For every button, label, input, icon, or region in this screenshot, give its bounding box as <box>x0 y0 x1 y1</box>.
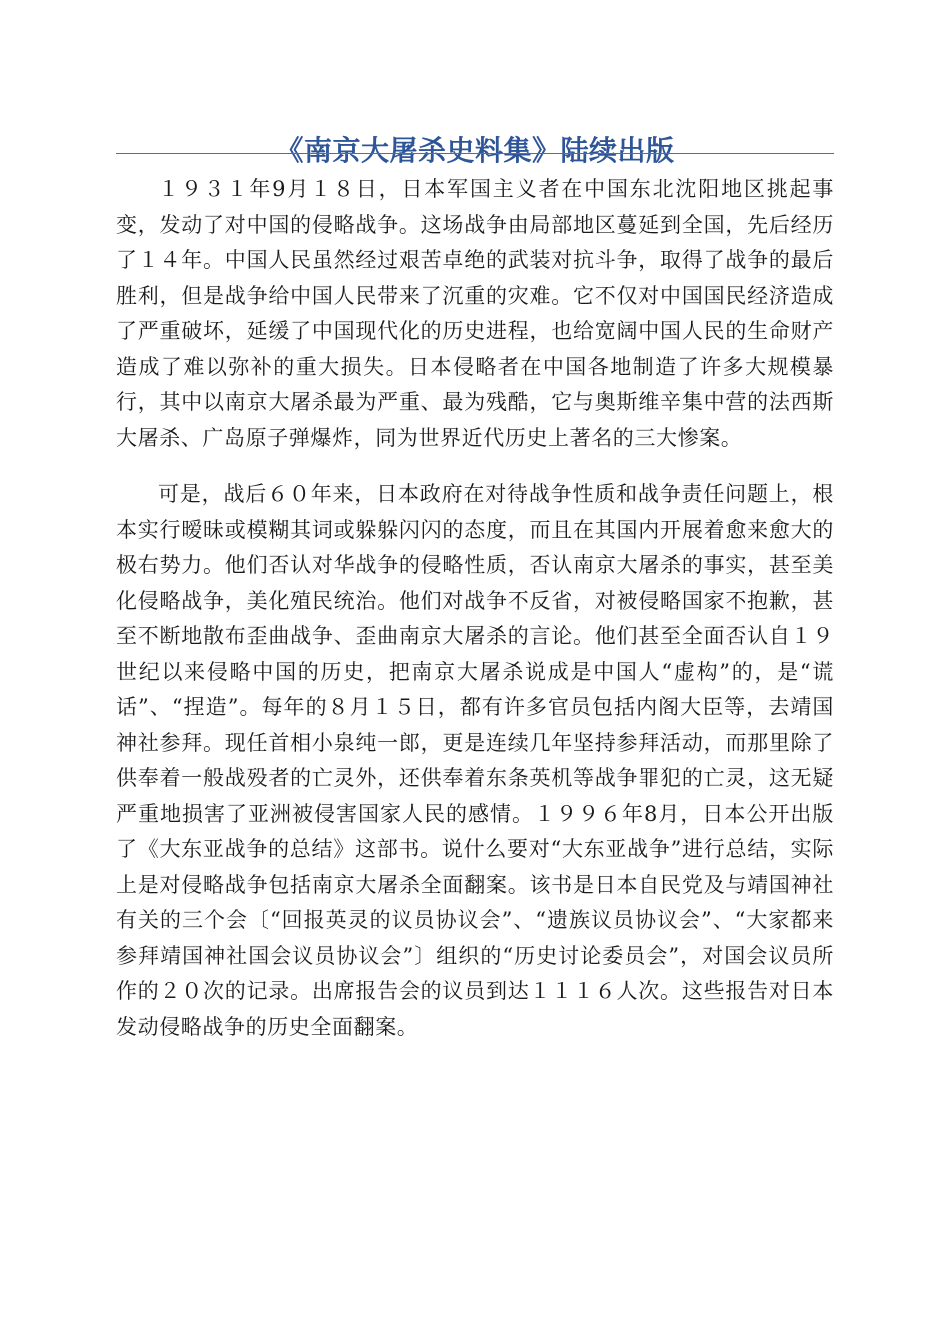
paragraph-2: 可是，战后６０年来，日本政府在对待战争性质和战争责任问题上，根本实行暧昧或模糊其词或躲躲闪闪的态度，而且在其国内开展着愈来愈大的极右势力。他们否认对华战争的侵略性质，否认南京大屠杀的事实，甚至美化侵略战争，美化殖民统治。他们对战争不反省，对被侵略国家不抱歉，甚至不断地散布歪曲战争、歪曲南京大屠杀的言论。他们甚至全面否认自１９世纪以来侵略中国的历史，把南京大屠杀说成是中国人“虚构”的，是“谎话”、“捏造”。每年的８月１５日，都有许多官员包括内阁大臣等，去靖国神社参拜。现任首相小泉纯一郎，更是连续几年坚持参拜活动，而那里除了供奉着一般战殁者的亡灵外，还供奉着东条英机等战争罪犯的亡灵，这无疑严重地损害了亚洲被侵害国家人民的感情。１９９６年8月，日本公开出版了《大东亚战争的总结》这部书。说什么要对“大东亚战争”进行总结，实际上是对侵略战争包括南京大屠杀全面翻案。该书是日本自民党及与靖国神社有关的三个会〔“回报英灵的议员协议会”、“遗族议员协议会”、“大家都来参拜靖国神社国会议员协议会”〕组织的“历史讨论委员会”，对国会议员所作的２０次的记录。出席报告会的议员到达１１１６人次。这些报告对日本发动侵略战争的历史全面翻案。 <box>116 482 834 1039</box>
paragraph-1: １９３１年9月１８日，日本军国主义者在中国东北沈阳地区挑起事变，发动了对中国的侵略战争。这场战争由局部地区蔓延到全国，先后经历了１４年。中国人民虽然经过艰苦卓绝的武装对抗斗争，取得了战争的最后胜利，但是战争给中国人民带来了沉重的灾难。它不仅对中国国民经济造成了严重破坏，延缓了中国现代化的历史进程，也给宽阔中国人民的生命财产造成了难以弥补的重大损失。日本侵略者在中国各地制造了许多大规模暴行，其中以南京大屠杀最为严重、最为残酷，它与奥斯维辛集中营的法西斯大屠杀、广岛原子弹爆炸，同为世界近代历史上著名的三大惨案。 <box>116 177 834 450</box>
title-underline <box>116 153 834 154</box>
document-body <box>116 172 834 1045</box>
page-title: 《南京大屠杀史料集》陆续出版 <box>275 133 675 167</box>
